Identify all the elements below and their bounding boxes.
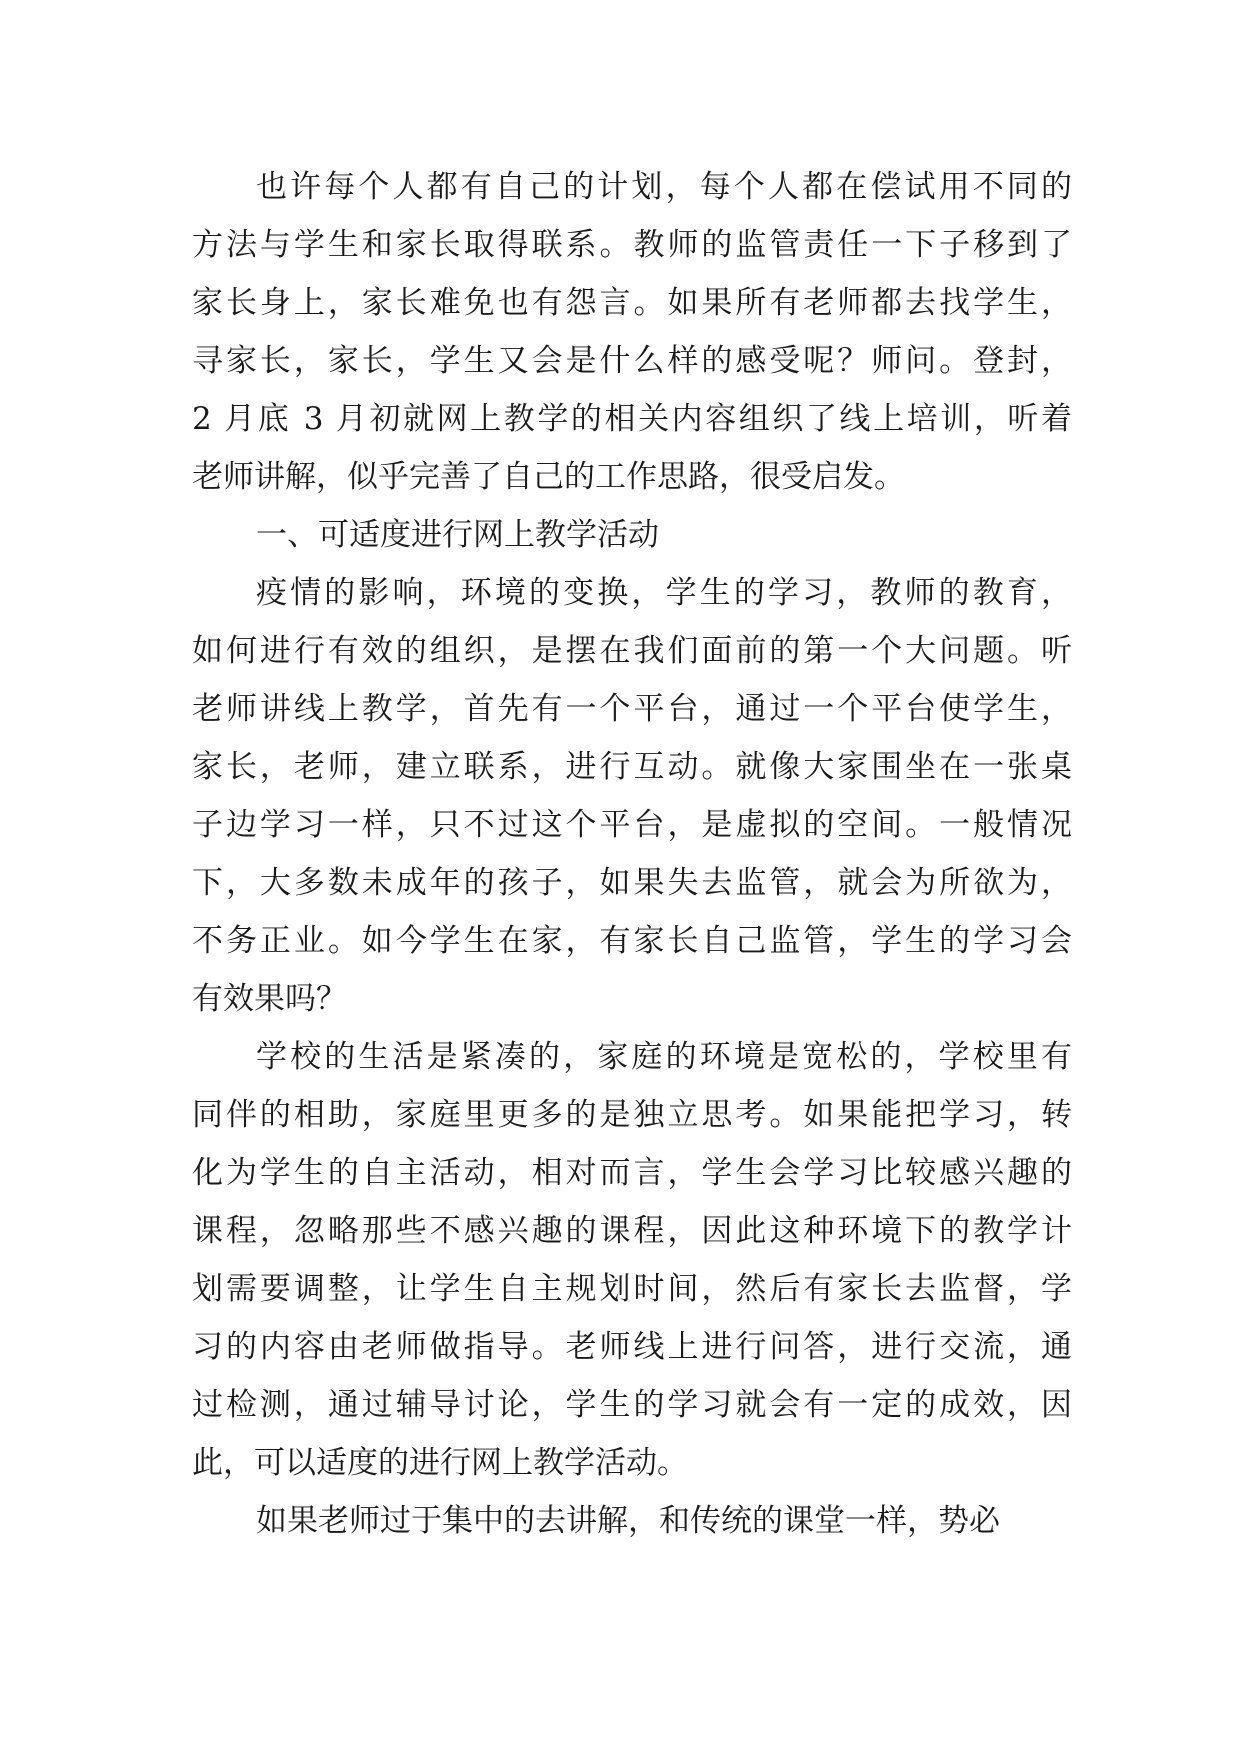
text-line: 过检测，通过辅导讨论，学生的学习就会有一定的成效，因 [192, 1387, 1072, 1423]
section-heading [192, 506, 1072, 564]
text-line: 化为学生的自主活动，相对而言，学生会学习比较感兴趣的 [192, 1155, 1072, 1191]
text-line: 疫情的影响，环境的变换，学生的学习，教师的教育， [256, 575, 1072, 611]
text-line: 子边学习一样，只不过这个平台，是虚拟的空间。一般情况 [192, 807, 1072, 843]
paragraph-epidemic [192, 564, 1072, 1028]
text-line: 课程，忽略那些不感兴趣的课程，因此这种环境下的教学计 [192, 1213, 1072, 1249]
document-body [192, 158, 1072, 1550]
text-line: 寻家长，家长，学生又会是什么样的感受呢？师问。登封， [192, 343, 1072, 379]
paragraph-school-life [192, 1028, 1072, 1492]
section-heading-text: 一、可适度进行网上教学活动 [256, 517, 659, 553]
text-line: 下，大多数未成年的孩子，如果失去监管，就会为所欲为， [192, 865, 1072, 901]
text-line: 同伴的相助，家庭里更多的是独立思考。如果能把学习，转 [192, 1097, 1072, 1133]
text-line: 方法与学生和家长取得联系。教师的监管责任一下子移到了 [192, 227, 1072, 263]
text-line: 家长，老师，建立联系，进行互动。就像大家围坐在一张桌 [192, 749, 1072, 785]
text-line: 也许每个人都有自己的计划，每个人都在偿试用不同的 [256, 169, 1072, 205]
paragraph-planning [192, 158, 1072, 506]
text-line: 不务正业。如今学生在家，有家长自己监管，学生的学习会 [192, 923, 1072, 959]
text-line: 如何进行有效的组织，是摆在我们面前的第一个大问题。听 [192, 633, 1072, 669]
text-line: 如果老师过于集中的去讲解，和传统的课堂一样，势必 [256, 1503, 1000, 1539]
text-line: 老师讲解，似乎完善了自己的工作思路，很受启发。 [192, 459, 905, 495]
text-line: 学校的生活是紧凑的，家庭的环境是宽松的，学校里有 [256, 1039, 1072, 1075]
text-line: 有效果吗？ [192, 981, 347, 1017]
text-line: 家长身上，家长难免也有怨言。如果所有老师都去找学生， [192, 285, 1072, 321]
text-line: 此，可以适度的进行网上教学活动。 [192, 1445, 688, 1481]
text-line: 划需要调整，让学生自主规划时间，然后有家长去监督，学 [192, 1271, 1072, 1307]
text-line: 老师讲线上教学，首先有一个平台，通过一个平台使学生， [192, 691, 1072, 727]
paragraph-teacher-lecture [192, 1492, 1072, 1550]
text-line: 2 月底 3 月初就网上教学的相关内容组织了线上培训，听着 [192, 401, 1072, 437]
text-line: 习的内容由老师做指导。老师线上进行问答，进行交流，通 [192, 1329, 1072, 1365]
